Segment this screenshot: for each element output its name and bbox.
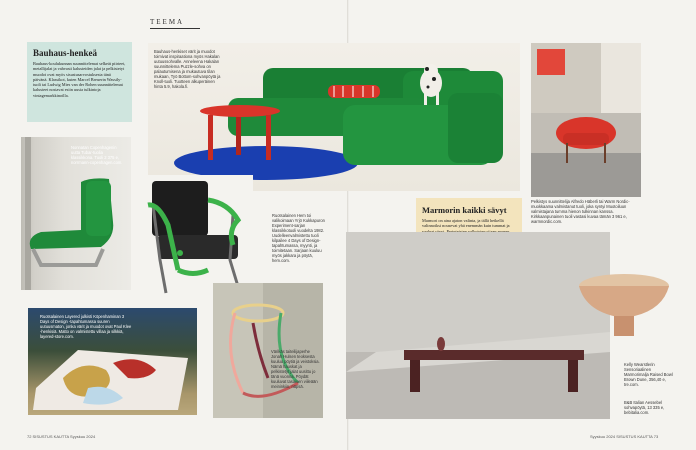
table-legs-photo xyxy=(213,283,323,418)
sofa-photo xyxy=(148,43,520,191)
marmori-heading: Marmorin kaikki sävyt xyxy=(422,205,507,215)
red-chair-photo xyxy=(531,43,641,197)
footer-right: Syyskuu 2024 SISUSTUS KAUTTA 73 xyxy=(590,434,659,439)
footer-left: 72 SISUSTUS KAUTTA Syyskuu 2024 xyxy=(27,434,96,439)
bowl-caption: Kelly Wearstlerin Sensoriaalinen Marmorimalja Raised Bowl Brown Dune, 356,40 e, tre.com. xyxy=(624,362,673,387)
experiment-chair-caption: Ruotsalainen Hem toi valikoimaan Yrjö Kukkapuron Experiment-sarjan klassikkotuoli vuodelta 1982. Uudelleenvalmistettu tuoli kilpailee 4 Days of Design-tapahtumassa, myynti, ja toimitetaan. Sarjaan kuuluu myös jakkara ja pöytä, hem.com. xyxy=(272,213,325,263)
table-legs-caption: Värikäs taiteilijaperhe Jonah Hulsen teoksesta kuuluu pöytiä ja veistoksia. Nämä hauskat ja pelkistetyt jalat uusittu jo tänä vuonna. Pöydät kuuluvat tasaisen viileään meininkiin, näpsä. xyxy=(271,349,320,389)
table-caption: B&B Italian Aessebel sohvapöytä, 13 335 e, bebitalia.com. xyxy=(624,400,665,415)
bauhaus-text-box xyxy=(27,42,132,122)
red-chair-caption: Pelkistys suunnittelija Alfredo Häberli tai Warm Nordic-muokkaama valmistanut tuoli, joka syntyi Muotoiluun valmistajana tumma hienon tulkinnan kanssa. Kirkkaanpunainen tuoli vastasi kuvaa tämän 3 961 e, warmnordic.com. xyxy=(531,199,630,224)
marble-table-photo xyxy=(346,232,610,419)
green-chair-photo xyxy=(21,137,131,290)
rug-caption: Ruotsalainen Layered julkisti Köpenhaminan 3 Days of Design -tapahtumassa suuren uutuusmaton, jonka värit ja muodot ovat Paul Klee -henkisiä. Matto on valmistettu villaa ja silkkiä, layered-store.com. xyxy=(40,314,132,339)
section-divider xyxy=(150,28,200,29)
marble-bowl xyxy=(576,268,672,343)
green-chair-caption: Nonnatan Copenhagenin uutta Tubar-tuolia klassikkona. Tuoli 2 375 e, norrmann-copenhagen.com. xyxy=(71,145,123,165)
marmori-body: Marmori on aina ajaton valinta, ja tällä hetkellä valinnoiksi nousevat yhä enemmän kuin tummat ja xyxy=(422,218,510,229)
experiment-chair-photo xyxy=(138,175,253,300)
sofa-caption: Bauhaus-henkiset värit ja muodot toimivat inspiraationa myös Hakalan uutuussohvalle. Anneleena Hakalan suunnittelema Puzzle-sohva on palautumisena ja mukautuva tilan mukaan, Työ Bottom-sohvanpöytä ja Knoll-tuoli. Tuotteen alkuperäinen hinta 5.9, hakola.fi. xyxy=(154,49,221,89)
bauhaus-heading: Bauhaus-henkeä xyxy=(33,48,98,58)
bauhaus-body: Bauhaus-koulukunnan suunnittelemat selkeät piirteet, metallijalat ja vahvasti kalusteiden jalat ja pelkistetyt muodot ovat myös sisustusarvostuksesta tänä päivänä. Klassikot, kuten Marcel Breuerin Wassily-tuoli tai Ludwig Mies van der Rohen suunnittelemat kalusteet nostavat esiin uusia tulkintoja vintagemarkkinoilla. xyxy=(33,61,126,98)
rug-photo xyxy=(28,308,197,415)
section-label: TEEMA xyxy=(150,18,185,26)
